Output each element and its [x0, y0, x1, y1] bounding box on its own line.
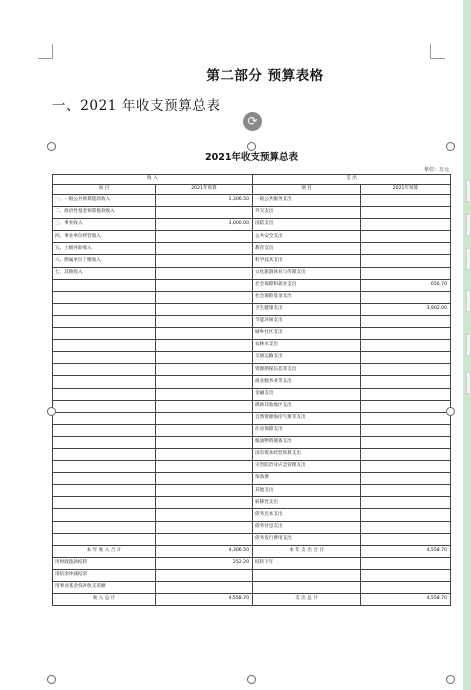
- amount-cell: [361, 255, 451, 267]
- amount-cell: [156, 412, 253, 424]
- table-row: [53, 364, 451, 376]
- item-cell: 一、一般公共预算拨款收入: [53, 195, 156, 207]
- side-panel-tab[interactable]: [466, 214, 471, 236]
- amount-cell: 656.70: [361, 279, 451, 291]
- amount-cell: [361, 569, 451, 581]
- item-cell: [53, 291, 156, 303]
- item-cell: 其他支出: [253, 485, 361, 497]
- item-cell: [53, 436, 156, 448]
- amount-cell: [156, 521, 253, 533]
- resize-handle-top-right[interactable]: [446, 142, 455, 151]
- resize-handle-bottom-left[interactable]: [47, 675, 56, 684]
- table-row: [53, 315, 451, 327]
- item-cell: 外交支出: [253, 207, 361, 219]
- amount-cell: [361, 219, 451, 231]
- table-row: [53, 509, 451, 521]
- item-cell: 国有资本经营预算支出: [253, 448, 361, 460]
- item-cell: 预备费: [253, 473, 361, 485]
- amount-cell: [156, 340, 253, 352]
- amount-cell: 252.20: [156, 557, 253, 569]
- amount-cell: [361, 582, 451, 594]
- item-cell: 用结余冲减结余: [53, 569, 156, 581]
- amount-cell: [361, 315, 451, 327]
- amount-cell: [361, 436, 451, 448]
- table-row: [53, 461, 451, 473]
- item-cell: [53, 485, 156, 497]
- item-cell: 商业服务业等支出: [253, 376, 361, 388]
- table-row: [53, 291, 451, 303]
- amount-cell: [361, 267, 451, 279]
- item-cell: 灾害防治及应急管理支出: [253, 461, 361, 473]
- amount-cell: [361, 195, 451, 207]
- amount-cell: [156, 569, 253, 581]
- table-row: [53, 219, 451, 231]
- item-cell: 援助其他地区支出: [253, 400, 361, 412]
- item-cell: [53, 412, 156, 424]
- amount-cell: [156, 533, 253, 545]
- item-cell: 结转下年: [253, 557, 361, 569]
- table-row: [53, 533, 451, 545]
- item-cell: 卫生健康支出: [253, 303, 361, 315]
- amount-cell: [361, 400, 451, 412]
- expense-item-header: 项 目: [253, 185, 361, 195]
- item-cell: 国防支出: [253, 219, 361, 231]
- amount-cell: [156, 461, 253, 473]
- item-cell: 用财政拨款结转: [53, 557, 156, 569]
- table-row: [53, 255, 451, 267]
- table-row: [53, 352, 451, 364]
- amount-cell: 4,558.70: [156, 594, 253, 606]
- margin-corner-mark: [38, 44, 53, 59]
- item-cell: [53, 509, 156, 521]
- resize-handle-bottom[interactable]: [247, 675, 256, 684]
- table-row: [53, 448, 451, 460]
- item-cell: 住房保障支出: [253, 424, 361, 436]
- table-row: [53, 207, 451, 219]
- amount-cell: [156, 303, 253, 315]
- item-cell: [53, 533, 156, 545]
- item-cell: 交通运输支出: [253, 352, 361, 364]
- item-cell: [53, 388, 156, 400]
- item-cell: 社会保障和就业支出: [253, 279, 361, 291]
- item-cell: [53, 328, 156, 340]
- side-panel-tab[interactable]: [466, 334, 471, 356]
- side-panel-tab[interactable]: [466, 372, 471, 394]
- amount-cell: [156, 315, 253, 327]
- resize-handle-bottom-right[interactable]: [446, 675, 455, 684]
- amount-cell: [361, 473, 451, 485]
- section-title: 第二部分 预算表格: [206, 68, 324, 84]
- table-row: [53, 279, 451, 291]
- table-row: [53, 195, 451, 207]
- item-cell: [53, 424, 156, 436]
- item-cell: 社会保险基金支出: [253, 291, 361, 303]
- amount-cell: [156, 448, 253, 460]
- item-cell: 教育支出: [253, 243, 361, 255]
- amount-cell: [156, 328, 253, 340]
- resize-handle-left[interactable]: [47, 407, 56, 416]
- amount-cell: [156, 267, 253, 279]
- amount-cell: [156, 291, 253, 303]
- expense-header: 支 出: [253, 175, 451, 185]
- item-cell: [53, 364, 156, 376]
- amount-cell: 3,000.00: [156, 219, 253, 231]
- item-cell: [53, 340, 156, 352]
- side-panel-tab[interactable]: [466, 290, 471, 312]
- item-cell: [253, 582, 361, 594]
- item-cell: 债务发行费用支出: [253, 533, 361, 545]
- side-panel-tab[interactable]: [466, 248, 471, 270]
- item-cell: 资源勘探信息等支出: [253, 364, 361, 376]
- item-cell: [53, 400, 156, 412]
- table-title: 2021年收支预算总表: [205, 152, 298, 163]
- item-cell: 债务付息支出: [253, 521, 361, 533]
- item-cell: 支 出 总 计: [253, 594, 361, 606]
- amount-cell: [361, 521, 451, 533]
- income-header: 收 入: [53, 175, 253, 185]
- amount-cell: [361, 533, 451, 545]
- expense-budget-header: 2021年预算: [361, 185, 451, 195]
- amount-cell: [156, 207, 253, 219]
- item-cell: [53, 303, 156, 315]
- rotate-handle-icon[interactable]: ⟳: [243, 112, 262, 131]
- amount-cell: 4,558.70: [361, 545, 451, 557]
- amount-cell: [156, 388, 253, 400]
- item-cell: 五、上级补助收入: [53, 243, 156, 255]
- amount-cell: [361, 231, 451, 243]
- item-cell: 七、其他收入: [53, 267, 156, 279]
- table-subheader-row: [53, 185, 451, 195]
- amount-cell: [156, 473, 253, 485]
- amount-cell: 4,306.50: [156, 545, 253, 557]
- item-cell: 六、附属单位上缴收入: [53, 255, 156, 267]
- resize-handle-right[interactable]: [446, 407, 455, 416]
- amount-cell: [361, 424, 451, 436]
- amount-cell: [361, 412, 451, 424]
- amount-cell: [156, 243, 253, 255]
- item-cell: 本 年 收 入 合 计: [53, 545, 156, 557]
- item-cell: [53, 497, 156, 509]
- table-header-row: [53, 175, 451, 185]
- table-row: [53, 376, 451, 388]
- item-cell: 自然资源海洋气象等支出: [253, 412, 361, 424]
- item-cell: 一般公共服务支出: [253, 195, 361, 207]
- table-row: [53, 497, 451, 509]
- item-cell: [53, 279, 156, 291]
- budget-table: [52, 174, 451, 606]
- resize-handle-top-left[interactable]: [47, 142, 56, 151]
- table-row: [53, 303, 451, 315]
- amount-cell: [361, 497, 451, 509]
- table-row: [53, 412, 451, 424]
- amount-cell: [361, 557, 451, 569]
- amount-cell: [361, 352, 451, 364]
- item-cell: 公共安全支出: [253, 231, 361, 243]
- table-unit: 单位：万元: [423, 167, 449, 173]
- amount-cell: 4,558.70: [361, 594, 451, 606]
- amount-cell: [156, 582, 253, 594]
- amount-cell: [361, 291, 451, 303]
- item-cell: 节能环保支出: [253, 315, 361, 327]
- item-cell: 债务还本支出: [253, 509, 361, 521]
- income-budget-header: 2021年预算: [156, 185, 253, 195]
- margin-corner-mark: [430, 44, 445, 59]
- amount-cell: [156, 509, 253, 521]
- item-cell: 金融支出: [253, 388, 361, 400]
- amount-cell: [156, 231, 253, 243]
- amount-cell: [156, 352, 253, 364]
- amount-cell: [361, 340, 451, 352]
- item-cell: 城乡社区支出: [253, 328, 361, 340]
- amount-cell: [156, 279, 253, 291]
- amount-cell: 3,902.00: [361, 303, 451, 315]
- subsection-title: 一、2021 年收支预算总表: [52, 98, 221, 114]
- item-cell: [53, 473, 156, 485]
- summary-row: [53, 582, 451, 594]
- item-cell: 科学技术支出: [253, 255, 361, 267]
- table-row: [53, 328, 451, 340]
- amount-cell: 1,306.50: [156, 195, 253, 207]
- amount-cell: [361, 485, 451, 497]
- amount-cell: [361, 243, 451, 255]
- table-row: [53, 231, 451, 243]
- resize-handle-top[interactable]: [247, 142, 256, 151]
- table-row: [53, 521, 451, 533]
- amount-cell: [361, 364, 451, 376]
- table-row: [53, 340, 451, 352]
- amount-cell: [361, 509, 451, 521]
- item-cell: [53, 376, 156, 388]
- amount-cell: [361, 388, 451, 400]
- amount-cell: [361, 328, 451, 340]
- item-cell: 粮油物资储备支出: [253, 436, 361, 448]
- item-cell: [53, 448, 156, 460]
- amount-cell: [156, 424, 253, 436]
- item-cell: 用事业基金弥补收支差额: [53, 582, 156, 594]
- item-cell: [53, 521, 156, 533]
- item-cell: [53, 315, 156, 327]
- item-cell: 转移性支出: [253, 497, 361, 509]
- amount-cell: [156, 376, 253, 388]
- item-cell: 本 年 支 出 合 计: [253, 545, 361, 557]
- amount-cell: [156, 255, 253, 267]
- summary-row: [53, 557, 451, 569]
- item-cell: 二、政府性基金预算拨款收入: [53, 207, 156, 219]
- amount-cell: [156, 364, 253, 376]
- item-cell: [253, 569, 361, 581]
- table-row: [53, 436, 451, 448]
- item-cell: 农林水支出: [253, 340, 361, 352]
- amount-cell: [156, 436, 253, 448]
- income-item-header: 项 目: [53, 185, 156, 195]
- amount-cell: [361, 207, 451, 219]
- summary-row: [53, 594, 451, 606]
- amount-cell: [156, 400, 253, 412]
- item-cell: 收 入 总 计: [53, 594, 156, 606]
- item-cell: 四、事业单位经营收入: [53, 231, 156, 243]
- table-row: [53, 388, 451, 400]
- table-row: [53, 243, 451, 255]
- item-cell: 三、事业收入: [53, 219, 156, 231]
- table-row: [53, 485, 451, 497]
- side-panel-tab[interactable]: [466, 180, 471, 202]
- amount-cell: [156, 497, 253, 509]
- amount-cell: [361, 376, 451, 388]
- table-row: [53, 424, 451, 436]
- amount-cell: [361, 461, 451, 473]
- item-cell: 文化旅游体育与传媒支出: [253, 267, 361, 279]
- table-row: [53, 267, 451, 279]
- summary-row: [53, 545, 451, 557]
- amount-cell: [361, 448, 451, 460]
- summary-row: [53, 569, 451, 581]
- amount-cell: [156, 485, 253, 497]
- table-row: [53, 473, 451, 485]
- table-row: [53, 400, 451, 412]
- item-cell: [53, 352, 156, 364]
- item-cell: [53, 461, 156, 473]
